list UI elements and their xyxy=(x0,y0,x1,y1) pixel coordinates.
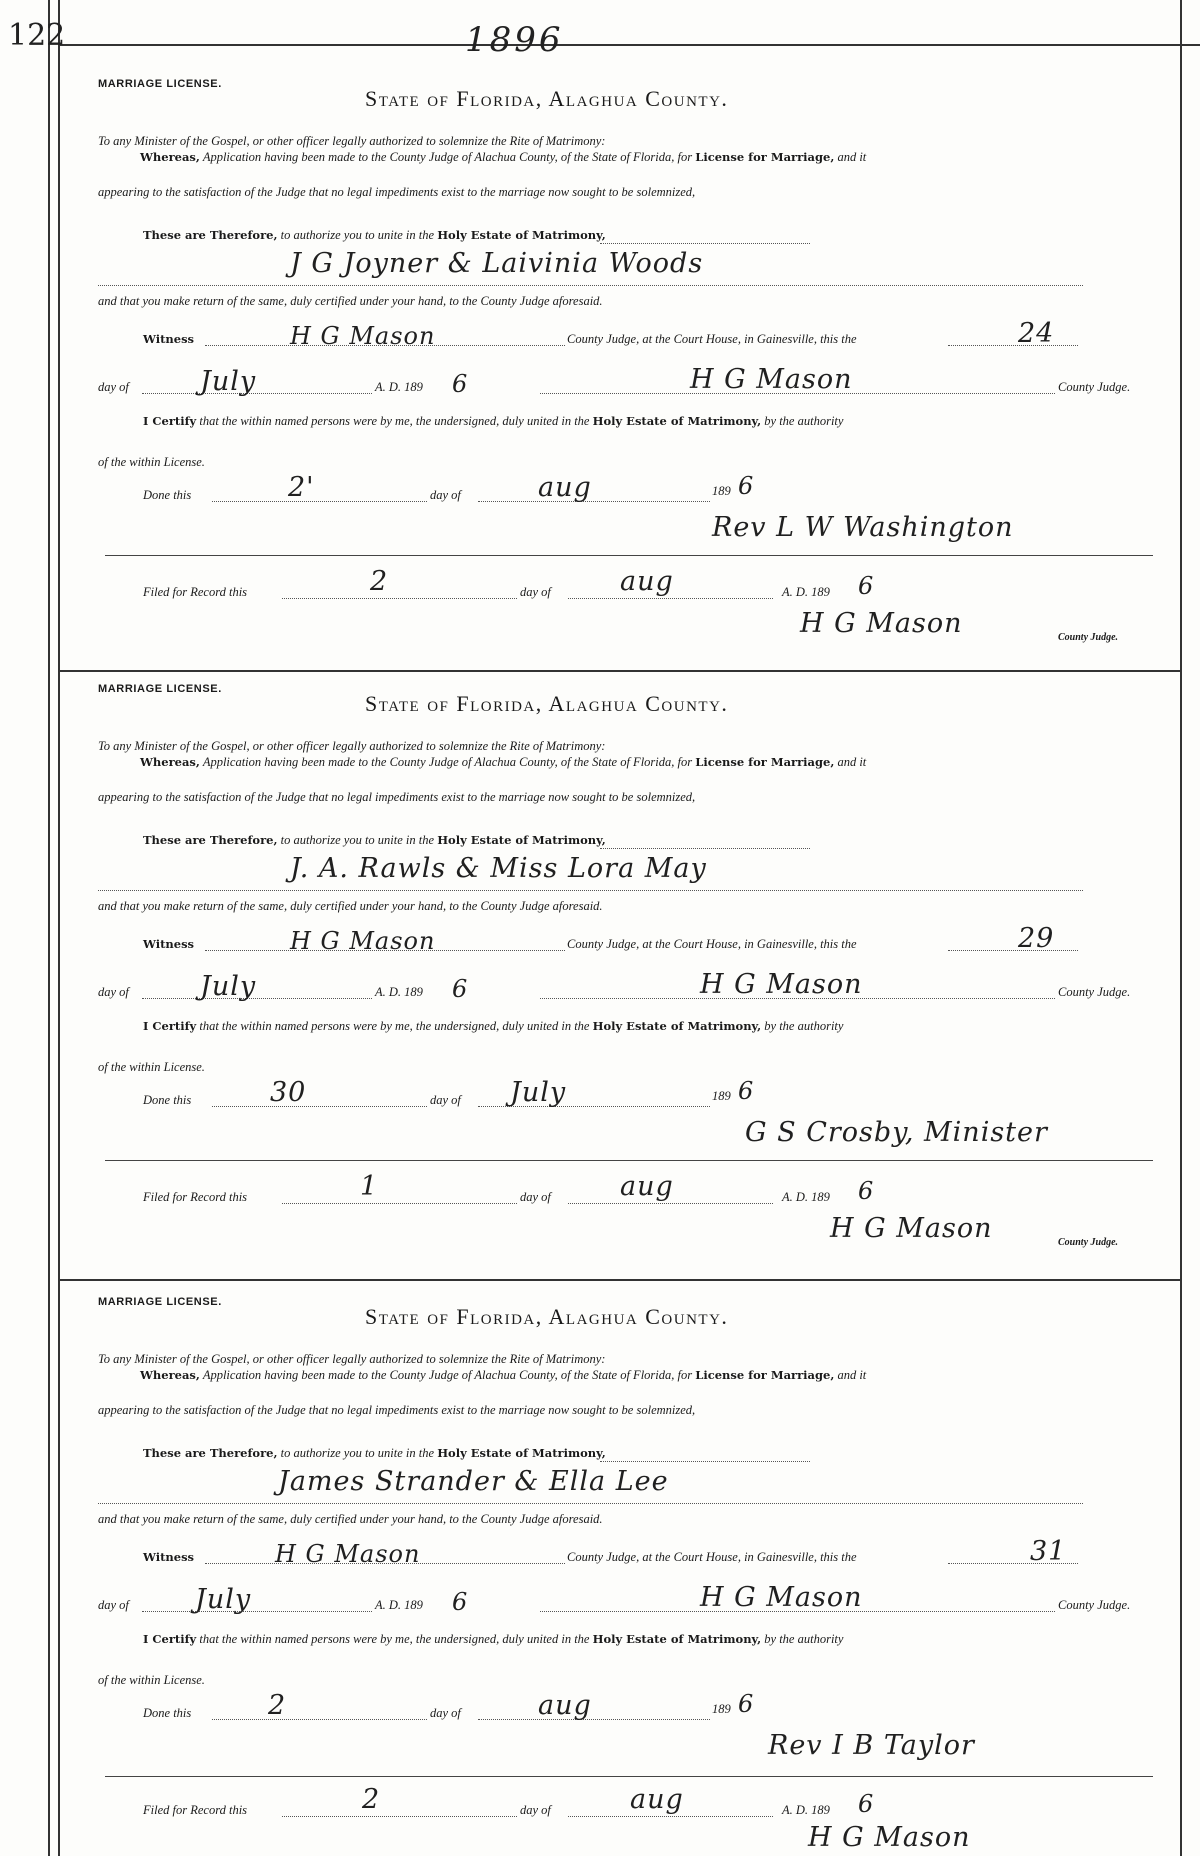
done-this-label: Done this xyxy=(143,488,192,502)
done-year-digit: 6 xyxy=(738,1690,755,1718)
done-month: aug xyxy=(538,472,592,503)
ad-label: A. D. 189 xyxy=(375,1598,423,1612)
filed-ad-label: A. D. 189 xyxy=(782,585,830,599)
issue-month: July xyxy=(200,971,257,1002)
whereas-word: Whereas, xyxy=(140,1368,200,1382)
witness-line: Witness xyxy=(143,937,195,951)
issue-year-digit: 6 xyxy=(452,1588,469,1616)
return-line: and that you make return of the same, duly certified under your hand, to the County Judge aforesaid. xyxy=(98,294,603,308)
filed-day-of-label: day of xyxy=(520,1190,551,1204)
filed-day: 2 xyxy=(370,566,389,597)
filed-month-dots xyxy=(568,1203,773,1204)
done-month: aug xyxy=(538,1690,592,1721)
court-house-text: County Judge, at the Court House, in Gainesville, this the xyxy=(567,1550,857,1564)
officiant-signature: G S Crosby, Minister xyxy=(745,1117,1048,1148)
couple-names: J. A. Rawls & Miss Lora May xyxy=(290,853,707,884)
filed-label: Filed for Record this xyxy=(143,1803,248,1817)
done-day: 2' xyxy=(288,472,315,503)
couple-names: J G Joyner & Laivinia Woods xyxy=(290,248,704,279)
license-for-marriage: License for Marriage, xyxy=(695,150,835,164)
left-margin-rule-outer xyxy=(48,0,50,1856)
license-title: State of Florida, Alaghua County. xyxy=(365,691,729,716)
of-license-line: of the within License. xyxy=(98,455,205,469)
done-month: July xyxy=(510,1077,567,1108)
return-line: and that you make return of the same, duly certified under your hand, to the County Judge aforesaid. xyxy=(98,1512,603,1526)
issue-month: July xyxy=(195,1584,252,1615)
officiant-signature: Rev L W Washington xyxy=(712,512,1014,543)
appearing-line: appearing to the satisfaction of the Judge that no legal impediments exist to the marriage now sought to be solemnized, xyxy=(98,1403,696,1417)
license-header: MARRIAGE LICENSE. xyxy=(98,1296,222,1308)
witness-line: Witness xyxy=(143,332,195,346)
issue-month: July xyxy=(200,366,257,397)
done-day-dots xyxy=(212,1106,427,1107)
address-line: To any Minister of the Gospel, or other officer legally authorized to solemnize the Rite of Matrimony: xyxy=(98,134,606,148)
of-license-line: of the within License. xyxy=(98,1673,205,1687)
filed-month-dots xyxy=(568,598,773,599)
filed-month: aug xyxy=(620,1171,674,1202)
issue-day: 29 xyxy=(1018,923,1055,954)
return-line: and that you make return of the same, duly certified under your hand, to the County Judge aforesaid. xyxy=(98,899,603,913)
witness-dots xyxy=(205,1563,565,1564)
filed-signature: H G Mason xyxy=(808,1822,971,1853)
witness-judge: H G Mason xyxy=(290,927,436,955)
left-margin-rule-inner xyxy=(58,0,60,1856)
ad-label: A. D. 189 xyxy=(375,380,423,394)
license-for-marriage: License for Marriage, xyxy=(695,755,835,769)
day-dots xyxy=(948,345,1078,346)
witness-dots xyxy=(205,950,565,951)
ad-label: A. D. 189 xyxy=(375,985,423,999)
day-of-label: day of xyxy=(98,985,129,999)
dotted-fill xyxy=(600,848,810,849)
certify-line: I Certify that the within named persons were by me, the undersigned, duly united in the Holy Estate of Matrimony, by the authority xyxy=(143,414,844,428)
issue-day: 31 xyxy=(1030,1536,1067,1567)
done-day-of-label: day of xyxy=(430,1706,461,1720)
filed-day-dots xyxy=(282,1816,517,1817)
filed-day-dots xyxy=(282,598,517,599)
appearing-line: appearing to the satisfaction of the Judge that no legal impediments exist to the marriage now sought to be solemnized, xyxy=(98,185,696,199)
whereas-line: Whereas, Application having been made to the County Judge of Alachua County, of the State of Florida, for License for Marriage, and it xyxy=(140,1368,867,1382)
day-dots xyxy=(948,950,1078,951)
county-judge-label: County Judge. xyxy=(1058,985,1131,999)
whereas-word: Whereas, xyxy=(140,150,200,164)
page-number: 122 xyxy=(8,18,66,53)
day-of-label: day of xyxy=(98,1598,129,1612)
license-header: MARRIAGE LICENSE. xyxy=(98,683,222,695)
dotted-fill xyxy=(600,1461,810,1462)
entry-divider xyxy=(60,1279,1180,1281)
these-are-line: These are Therefore, to authorize you to unite in the Holy Estate of Matrimony, xyxy=(143,1446,606,1460)
couple-line xyxy=(98,1503,1083,1504)
filed-day: 2 xyxy=(362,1784,381,1815)
done-month-dots xyxy=(478,1719,710,1720)
filed-day: 1 xyxy=(360,1171,379,1202)
filed-month: aug xyxy=(630,1784,684,1815)
done-day-of-label: day of xyxy=(430,1093,461,1107)
county-judge-label: County Judge. xyxy=(1058,1598,1131,1612)
done-year-label: 189 xyxy=(712,1089,731,1103)
whereas-line: Whereas, Application having been made to the County Judge of Alachua County, of the State of Florida, for License for Marriage, and it xyxy=(140,755,867,769)
done-day-dots xyxy=(212,501,427,502)
issue-year-digit: 6 xyxy=(452,370,469,398)
filed-day-dots xyxy=(282,1203,517,1204)
filed-separator xyxy=(105,1160,1153,1161)
done-year-digit: 6 xyxy=(738,1077,755,1105)
done-day: 30 xyxy=(270,1077,307,1108)
month-dots xyxy=(142,1611,372,1612)
license-title: State of Florida, Alaghua County. xyxy=(365,1304,729,1329)
witness-line: Witness xyxy=(143,1550,195,1564)
appearing-line: appearing to the satisfaction of the Judge that no legal impediments exist to the marriage now sought to be solemnized, xyxy=(98,790,696,804)
top-rule xyxy=(58,44,1200,46)
day-of-label: day of xyxy=(98,380,129,394)
filed-year-digit: 6 xyxy=(858,572,875,600)
done-day-dots xyxy=(212,1719,427,1720)
witness-judge: H G Mason xyxy=(290,322,436,350)
done-day-of-label: day of xyxy=(430,488,461,502)
filed-day-of-label: day of xyxy=(520,585,551,599)
filed-signature: H G Mason xyxy=(800,608,963,639)
whereas-line: Whereas, Application having been made to the County Judge of Alachua County, of the State of Florida, for License for Marriage, and it xyxy=(140,150,867,164)
filed-signature: H G Mason xyxy=(830,1213,993,1244)
filed-label: Filed for Record this xyxy=(143,1190,248,1204)
court-house-text: County Judge, at the Court House, in Gainesville, this the xyxy=(567,937,857,951)
right-margin-rule xyxy=(1180,0,1182,1856)
these-are-line: These are Therefore, to authorize you to unite in the Holy Estate of Matrimony, xyxy=(143,228,606,242)
done-month-dots xyxy=(478,501,710,502)
month-dots xyxy=(142,998,372,999)
filed-month: aug xyxy=(620,566,674,597)
done-year-digit: 6 xyxy=(738,472,755,500)
witness-judge: H G Mason xyxy=(275,1540,421,1568)
county-judge-small: County Judge. xyxy=(1058,1237,1119,1248)
entry-divider xyxy=(60,670,1180,672)
filed-month-dots xyxy=(568,1816,773,1817)
judge-signature: H G Mason xyxy=(700,969,863,1000)
certify-line: I Certify that the within named persons were by me, the undersigned, duly united in the Holy Estate of Matrimony, by the authority xyxy=(143,1632,844,1646)
filed-year-digit: 6 xyxy=(858,1177,875,1205)
dotted-fill xyxy=(600,243,810,244)
filed-separator xyxy=(105,555,1153,556)
county-judge-small: County Judge. xyxy=(1058,632,1119,643)
year-heading: 1896 xyxy=(465,20,564,60)
done-this-label: Done this xyxy=(143,1093,192,1107)
filed-ad-label: A. D. 189 xyxy=(782,1803,830,1817)
these-are-line: These are Therefore, to authorize you to unite in the Holy Estate of Matrimony, xyxy=(143,833,606,847)
month-dots xyxy=(142,393,372,394)
done-this-label: Done this xyxy=(143,1706,192,1720)
license-title: State of Florida, Alaghua County. xyxy=(365,86,729,111)
filed-year-digit: 6 xyxy=(858,1790,875,1818)
judge-signature: H G Mason xyxy=(690,364,853,395)
judge-signature: H G Mason xyxy=(700,1582,863,1613)
license-for-marriage: License for Marriage, xyxy=(695,1368,835,1382)
done-day: 2 xyxy=(268,1690,287,1721)
couple-names: James Strander & Ella Lee xyxy=(278,1466,669,1497)
filed-day-of-label: day of xyxy=(520,1803,551,1817)
witness-dots xyxy=(205,345,565,346)
certify-line: I Certify that the within named persons were by me, the undersigned, duly united in the Holy Estate of Matrimony, by the authority xyxy=(143,1019,844,1033)
address-line: To any Minister of the Gospel, or other officer legally authorized to solemnize the Rite of Matrimony: xyxy=(98,1352,606,1366)
of-license-line: of the within License. xyxy=(98,1060,205,1074)
done-year-label: 189 xyxy=(712,1702,731,1716)
address-line: To any Minister of the Gospel, or other officer legally authorized to solemnize the Rite of Matrimony: xyxy=(98,739,606,753)
couple-line xyxy=(98,285,1083,286)
court-house-text: County Judge, at the Court House, in Gainesville, this the xyxy=(567,332,857,346)
done-year-label: 189 xyxy=(712,484,731,498)
officiant-signature: Rev I B Taylor xyxy=(768,1730,975,1761)
license-header: MARRIAGE LICENSE. xyxy=(98,78,222,90)
couple-line xyxy=(98,890,1083,891)
whereas-word: Whereas, xyxy=(140,755,200,769)
filed-label: Filed for Record this xyxy=(143,585,248,599)
filed-ad-label: A. D. 189 xyxy=(782,1190,830,1204)
filed-separator xyxy=(105,1776,1153,1777)
issue-year-digit: 6 xyxy=(452,975,469,1003)
county-judge-label: County Judge. xyxy=(1058,380,1131,394)
issue-day: 24 xyxy=(1018,318,1055,349)
